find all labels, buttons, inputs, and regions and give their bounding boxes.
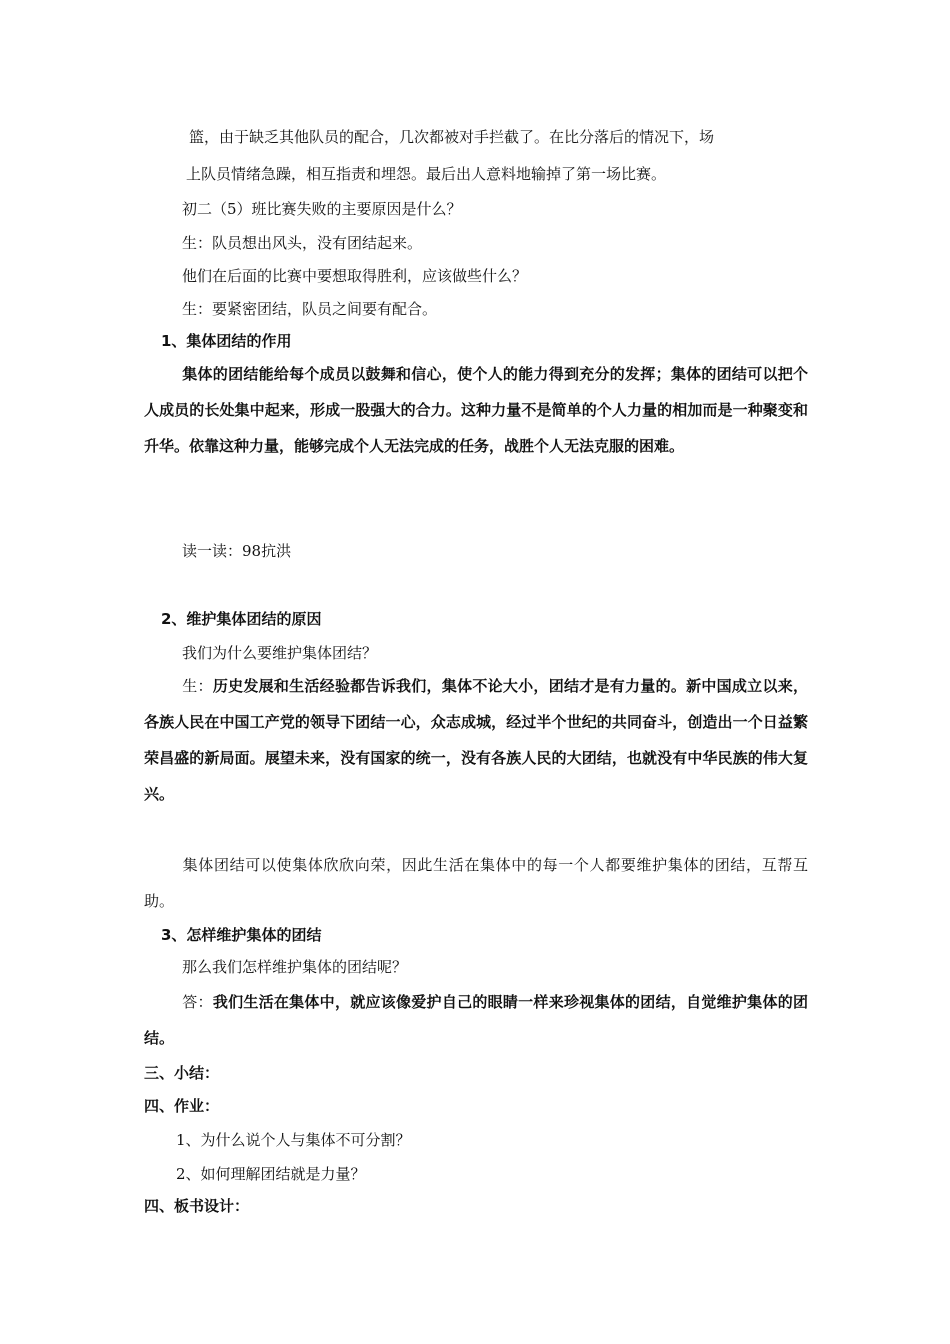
section-1-body — [144, 356, 808, 464]
section-3-heading: 3、怎样维护集体的团结 — [161, 926, 322, 944]
homework-item-2: 2、如何理解团结就是力量？ — [176, 1165, 366, 1183]
answer-prefix: 生： — [182, 677, 213, 695]
section-2-answer-text: 历史发展和生活经验都告诉我们，集体不论大小，团结才是有力量的。新中国成立以来，各族人民在中国工产党的领导下团结一心，众志成城，经过半个世纪的共同奋斗，创造出一个日益繁荣昌盛的新局面。展望未来，没有国家的统一，没有各族人民的大团结，也就没有中华民族的伟大复兴。 — [144, 677, 808, 803]
section-3-answer-text: 我们生活在集体中，就应该像爱护自己的眼睛一样来珍视集体的团结，自觉维护集体的团结。 — [144, 993, 808, 1047]
section-1-heading: 1、集体团结的作用 — [161, 332, 292, 350]
section-2-question: 我们为什么要维护集体团结？ — [182, 644, 378, 662]
section-3-question: 那么我们怎样维护集体的团结呢？ — [182, 958, 408, 976]
question-2: 他们在后面的比赛中要想取得胜利，应该做些什么？ — [182, 267, 528, 285]
line-1: 篮，由于缺乏其他队员的配合，几次都被对手拦截了。在比分落后的情况下，场 — [189, 128, 715, 146]
question-1: 初二（5）班比赛失败的主要原因是什么？ — [182, 200, 462, 218]
answer-prefix: 答： — [182, 993, 213, 1011]
homework-heading: 四、作业： — [144, 1097, 220, 1115]
section-2-note-text: 集体团结可以使集体欣欣向荣，因此生活在集体中的每一个人都要维护集体的团结，互帮互助。 — [144, 856, 808, 910]
section-2-answer — [144, 668, 808, 812]
answer-1: 生：队员想出风头，没有团结起来。 — [182, 234, 423, 252]
read-line: 读一读：98抗洪 — [182, 542, 292, 560]
homework-item-1: 1、为什么说个人与集体不可分割？ — [176, 1131, 411, 1149]
board-heading: 四、板书设计： — [144, 1197, 250, 1215]
section-3-answer — [144, 984, 808, 1056]
line-2: 上队员情绪急躁，相互指责和埋怨。最后出人意料地输掉了第一场比赛。 — [186, 165, 667, 183]
section-1-text: 集体的团结能给每个成员以鼓舞和信心，使个人的能力得到充分的发挥；集体的团结可以把个人成员的长处集中起来，形成一股强大的合力。这种力量不是简单的个人力量的相加而是一种聚变和升华。依靠这种力量，能够完成个人无法完成的任务，战胜个人无法克服的困难。 — [144, 365, 808, 455]
summary-heading: 三、小结： — [144, 1064, 220, 1082]
section-2-heading: 2、维护集体团结的原因 — [161, 610, 322, 628]
answer-2: 生：要紧密团结，队员之间要有配合。 — [182, 300, 438, 318]
section-2-note — [144, 847, 808, 919]
